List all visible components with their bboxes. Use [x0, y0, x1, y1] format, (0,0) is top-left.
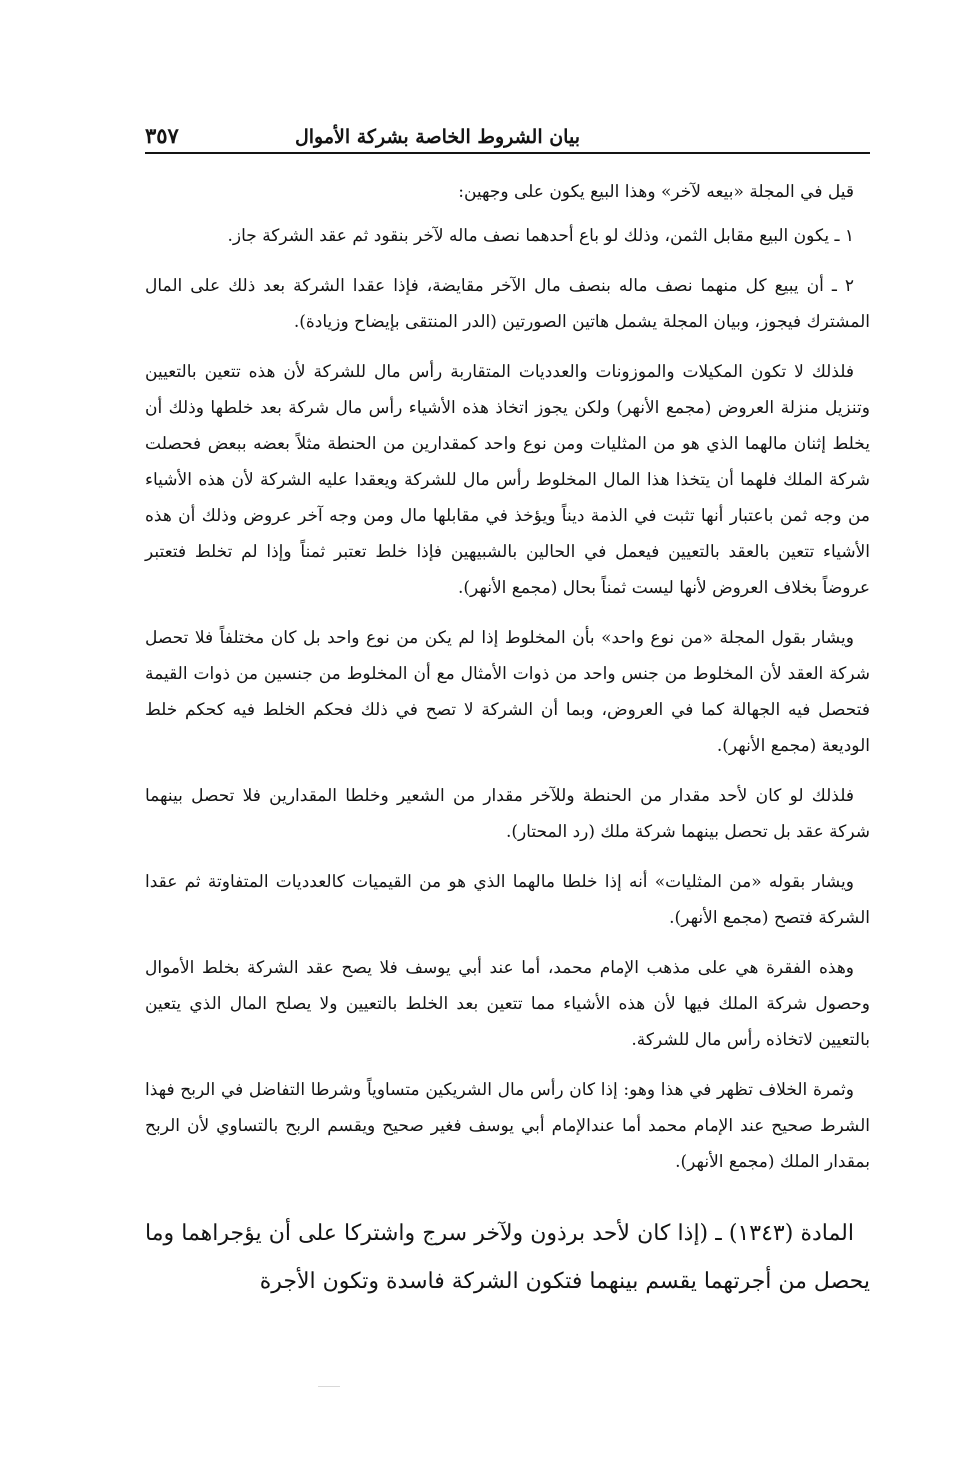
paragraph-case-1: ١ ـ يكون البيع مقابل الثمن، وذلك لو باع أحدهما نصف ماله لآخر بنقود ثم عقد الشركة جاز. [227, 226, 854, 246]
running-header [145, 118, 870, 154]
running-title: بيان الشروط الخاصة بشركة الأموال [294, 126, 580, 148]
book-page [145, 118, 870, 1328]
paragraph-case-2: ٢ ـ أن يبيع كل منهما نصف ماله بنصف مال الآخر مقايضة، فإذا عقدا الشركة بعد ذلك على المال المشترك فيجوز، وبيان المجلة يشمل هاتين الصورتين (الدر المنتقى بإيضاح وزيادة). [145, 276, 870, 332]
paragraph-dispute-outcome: وثمرة الخلاف تظهر في هذا وهو: إذا كان رأس مال الشريكين متساوياً وشرطا التفاضل في الربح فهذا الشرط صحيح عند الإمام محمد أما عندالإمام أبي يوسف فغير صحيح ويقسم الربح بالتساوي لأن الربح بمقدار الملك (مجمع الأنهر). [145, 1080, 870, 1172]
paragraph-fungibles: ويشار بقوله «من المثليات» أنه إذا خلطا مالهما الذي هو من القيميات كالعدديات المتفاوتة ثم عقدا الشركة فتصح (مجمع الأنهر). [145, 872, 870, 928]
paragraph-measured-goods: فلذلك لا تكون المكيلات والموزونات والعدديات المتقاربة رأس مال للشركة لأن هذه تتعين بالتعيين وتنزيل منزلة العروض (مجمع الأنهر) ولكن يجوز اتخاذ هذه الأشياء رأس مال شركة بعد خلطها وذلك أن يخلط إثنان مالهما الذي هو من المثليات ومن نوع واحد كمقدارين من الحنطة مثلاً بعضه ببعض فحصلت شركة الملك فلهما أن يتخذا هذا المال المخلوط رأس مال للشركة ويعقدا عليه الشركة لأن هذه الأشياء من وجه ثمن باعتبار أنها تثبت في الذمة ديناً ويؤخذ في مقابلها مال ومن وجه آخر عروض وذلك أن هذه الأشياء تتعين بالعقد بالتعيين فيعمل في الحالين بالشبيهين فإذا خلط تعتبر ثمناً وإذا لم تخلط فتعتبر عروضاً بخلاف العروض لأنها ليست ثمناً بحال (مجمع الأنهر). [145, 362, 870, 598]
article-1343: المادة (١٣٤٣) ـ (إذا كان لأحد برذون ولآخر سرج واشتركا على أن يؤجراهما وما يحصل من أجرتهما يقسم بينهما فتكون الشركة فاسدة وتكون الأجرة [145, 1221, 870, 1294]
paragraph-same-kind: ويشار بقول المجلة «من نوع واحد» بأن المخلوط إذا لم يكن من نوع واحد بل كان مختلفاً فلا تحصل شركة العقد لأن المخلوط من جنس واحد من ذوات الأمثال مع أن المخلوط من جنسين من ذوات القيمة فتحصل فيه الجهالة كما في العروض، وبما أن الشركة لا تصح في ذلك فحكم الخلط فيه كحكم خلط الوديعة (مجمع الأنهر). [145, 628, 870, 756]
paragraph-wheat-barley: فلذلك لو كان لأحد مقدار من الحنطة وللآخر مقدار من الشعير وخلطا المقدارين فلا تحصل بينهما شركة عقد بل تحصل بينهما شركة ملك (رد المحتار). [145, 786, 870, 842]
body-text [145, 174, 870, 1180]
scan-mark [318, 1386, 340, 1387]
paragraph-imam-muhammad: وهذه الفقرة هي على مذهب الإمام محمد، أما عند أبي يوسف فلا يصح عقد الشركة بخلط الأموال وحصول شركة الملك فيها لأن هذه الأشياء مما تتعين بعد الخلط بالتعيين ولا يصلح المال الذي يتعين بالتعيين لاتخاذه رأس مال للشركة. [145, 958, 870, 1050]
paragraph-intro: قيل في المجلة «بيعه لآخر» وهذا البيع يكون على وجهين: [458, 182, 854, 202]
page-number: ٣٥٧ [145, 123, 179, 148]
